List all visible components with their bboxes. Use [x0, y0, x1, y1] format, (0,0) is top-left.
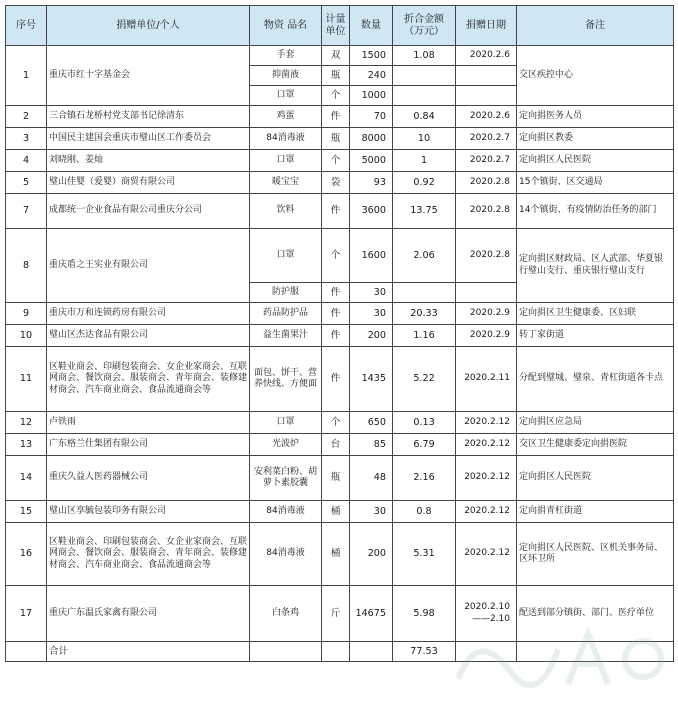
qty-cell: 30 [350, 303, 393, 325]
amount-cell: 2.06 [393, 229, 456, 283]
seq-cell: 11 [6, 347, 47, 412]
donor-cell: 广东格兰仕集团有限公司 [47, 434, 250, 456]
date-cell: 2020.2.12 [456, 412, 517, 434]
blank-cell [350, 642, 393, 662]
seq-cell: 14 [6, 456, 47, 501]
qty-cell: 1500 [350, 46, 393, 66]
table-row [6, 325, 674, 347]
seq-cell: 1 [6, 46, 47, 106]
header-amount: 折合金额（万元） [393, 6, 456, 46]
donor-cell: 璧山区享毓包装印务有限公司 [47, 501, 250, 523]
amount-cell: 5.98 [393, 586, 456, 642]
note-cell: 定向捐青杠街道 [517, 501, 674, 523]
item-cell: 益生菌果汁 [250, 325, 322, 347]
item-cell: 口罩 [250, 86, 322, 106]
unit-cell: 双 [322, 46, 350, 66]
date-cell [456, 86, 517, 106]
qty-cell: 3600 [350, 194, 393, 229]
donor-cell: 成都统一企业食品有限公司重庆分公司 [47, 194, 250, 229]
seq-cell: 12 [6, 412, 47, 434]
table-row [6, 194, 674, 229]
item-cell: 防护服 [250, 283, 322, 303]
qty-cell: 14675 [350, 586, 393, 642]
qty-cell: 70 [350, 106, 393, 128]
donor-cell: 刘晓刚、姜灿 [47, 150, 250, 172]
note-cell: 定向捐区应急局 [517, 412, 674, 434]
unit-cell: 斤 [322, 586, 350, 642]
header-date: 捐赠日期 [456, 6, 517, 46]
blank-cell [517, 642, 674, 662]
date-cell: 2020.2.8 [456, 229, 517, 283]
date-cell: 2020.2.11 [456, 347, 517, 412]
amount-cell: 0.8 [393, 501, 456, 523]
amount-cell: 5.22 [393, 347, 456, 412]
item-cell: 白条鸡 [250, 586, 322, 642]
qty-cell: 30 [350, 501, 393, 523]
qty-cell: 1435 [350, 347, 393, 412]
unit-cell: 个 [322, 86, 350, 106]
table-row [6, 303, 674, 325]
item-cell: 84消毒液 [250, 523, 322, 586]
unit-cell: 件 [322, 325, 350, 347]
seq-cell: 9 [6, 303, 47, 325]
donation-table [5, 5, 674, 662]
table-row [6, 456, 674, 501]
seq-cell: 4 [6, 150, 47, 172]
qty-cell: 1000 [350, 86, 393, 106]
note-cell: 分配到璧城、璧泉、青杠街道各卡点 [517, 347, 674, 412]
note-cell: 转丁家街道 [517, 325, 674, 347]
note-cell: 定向捐区人民医院 [517, 150, 674, 172]
note-cell: 交区疾控中心 [517, 46, 674, 106]
date-cell: 2020.2.8 [456, 194, 517, 229]
date-cell: 2020.2.9 [456, 325, 517, 347]
note-cell: 定向捐区人民医院 [517, 456, 674, 501]
amount-cell [393, 283, 456, 303]
total-row [6, 642, 674, 662]
table-row [6, 106, 674, 128]
date-cell [456, 283, 517, 303]
table-row [6, 501, 674, 523]
note-cell: 定向捐区人民医院、区机关事务局、区环卫所 [517, 523, 674, 586]
donor-cell: 重庆盾之王实业有限公司 [47, 229, 250, 303]
item-cell: 药品防护品 [250, 303, 322, 325]
date-cell: 2020.2.12 [456, 501, 517, 523]
qty-cell: 650 [350, 412, 393, 434]
item-cell: 手套 [250, 46, 322, 66]
amount-cell: 1.08 [393, 46, 456, 66]
unit-cell: 个 [322, 150, 350, 172]
note-cell: 定向捐医务人员 [517, 106, 674, 128]
date-cell: 2020.2.8 [456, 172, 517, 194]
header-seq: 序号 [6, 6, 47, 46]
amount-cell: 2.16 [393, 456, 456, 501]
donor-cell: 区鞋业商会、印刷包装商会、女企业家商会、互联网商会、餐饮商会、服装商会、青年商会、装修建材商会、汽车商业商会、食品流通商会等 [47, 347, 250, 412]
header-note: 备注 [517, 6, 674, 46]
item-cell: 安利菜白粉、胡萝卜素胶囊 [250, 456, 322, 501]
seq-cell: 15 [6, 501, 47, 523]
seq-cell: 7 [6, 194, 47, 229]
total-label: 合计 [47, 642, 250, 662]
unit-cell: 个 [322, 412, 350, 434]
table-row [6, 586, 674, 642]
total-amount: 77.53 [393, 642, 456, 662]
unit-cell: 瓶 [322, 128, 350, 150]
table-row [6, 412, 674, 434]
date-cell: 2020.2.12 [456, 523, 517, 586]
note-cell: 14个镇街、有疫情防治任务的部门 [517, 194, 674, 229]
item-cell: 84消毒液 [250, 501, 322, 523]
unit-cell: 件 [322, 106, 350, 128]
unit-cell: 桶 [322, 501, 350, 523]
donor-cell: 卢铁雨 [47, 412, 250, 434]
amount-cell [393, 66, 456, 86]
unit-cell: 件 [322, 347, 350, 412]
date-cell: 2020.2.6 [456, 46, 517, 66]
donor-cell: 中国民主建国会重庆市璧山区工作委员会 [47, 128, 250, 150]
amount-cell: 20.33 [393, 303, 456, 325]
item-cell: 口罩 [250, 412, 322, 434]
seq-cell: 10 [6, 325, 47, 347]
donor-cell: 璧山区杰达食品有限公司 [47, 325, 250, 347]
table-row [6, 434, 674, 456]
seq-cell: 3 [6, 128, 47, 150]
donor-cell: 重庆广东温氏家禽有限公司 [47, 586, 250, 642]
blank-cell [6, 642, 47, 662]
amount-cell: 13.75 [393, 194, 456, 229]
date-cell: 2020.2.12 [456, 434, 517, 456]
table-row [6, 347, 674, 412]
seq-cell: 17 [6, 586, 47, 642]
item-cell: 口罩 [250, 150, 322, 172]
qty-cell: 200 [350, 325, 393, 347]
amount-cell: 0.92 [393, 172, 456, 194]
amount-cell: 1.16 [393, 325, 456, 347]
item-cell: 鸡蛋 [250, 106, 322, 128]
item-cell: 光波炉 [250, 434, 322, 456]
seq-cell: 8 [6, 229, 47, 303]
note-cell: 定向捐区教委 [517, 128, 674, 150]
qty-cell: 240 [350, 66, 393, 86]
blank-cell [322, 642, 350, 662]
unit-cell: 台 [322, 434, 350, 456]
date-cell: 2020.2.7 [456, 128, 517, 150]
qty-cell: 5000 [350, 150, 393, 172]
header-donor: 捐赠单位/个人 [47, 6, 250, 46]
seq-cell: 2 [6, 106, 47, 128]
item-cell: 84消毒液 [250, 128, 322, 150]
item-cell: 面包、饼干、营养快线、方便面 [250, 347, 322, 412]
qty-cell: 30 [350, 283, 393, 303]
table-row [6, 229, 674, 283]
item-cell: 口罩 [250, 229, 322, 283]
date-cell: 2020.2.9 [456, 303, 517, 325]
unit-cell: 件 [322, 283, 350, 303]
amount-cell: 0.84 [393, 106, 456, 128]
qty-cell: 1600 [350, 229, 393, 283]
qty-cell: 48 [350, 456, 393, 501]
date-cell: 2020.2.6 [456, 106, 517, 128]
unit-cell: 瓶 [322, 456, 350, 501]
amount-cell: 5.31 [393, 523, 456, 586]
seq-cell: 5 [6, 172, 47, 194]
header-row [6, 6, 674, 46]
header-item: 物资 品名 [250, 6, 322, 46]
donor-cell: 区鞋业商会、印刷包装商会、女企业家商会、互联网商会、餐饮商会、服装商会、青年商会、装修建材商会、汽车商业商会、食品流通商会等 [47, 523, 250, 586]
note-cell: 配送到部分镇街、部门、医疗单位 [517, 586, 674, 642]
table-row [6, 523, 674, 586]
table-row [6, 128, 674, 150]
amount-cell: 10 [393, 128, 456, 150]
amount-cell: 6.79 [393, 434, 456, 456]
table-row [6, 150, 674, 172]
qty-cell: 200 [350, 523, 393, 586]
header-unit: 计量单位 [322, 6, 350, 46]
qty-cell: 85 [350, 434, 393, 456]
unit-cell: 桶 [322, 523, 350, 586]
donor-cell: 重庆市红十字基金会 [47, 46, 250, 106]
header-qty: 数量 [350, 6, 393, 46]
date-cell: 2020.2.7 [456, 150, 517, 172]
date-cell: 2020.2.12 [456, 456, 517, 501]
donor-cell: 重庆市万和连锁药房有限公司 [47, 303, 250, 325]
date-cell [456, 66, 517, 86]
seq-cell: 16 [6, 523, 47, 586]
date-cell: 2020.2.10——2.10 [456, 586, 517, 642]
blank-cell [456, 642, 517, 662]
table-row [6, 172, 674, 194]
item-cell: 抑菌液 [250, 66, 322, 86]
amount-cell: 1 [393, 150, 456, 172]
unit-cell: 袋 [322, 172, 350, 194]
qty-cell: 8000 [350, 128, 393, 150]
donor-cell: 璧山佳婴（爱婴）商贸有限公司 [47, 172, 250, 194]
note-cell: 定向捐区卫生健康委、区妇联 [517, 303, 674, 325]
item-cell: 暖宝宝 [250, 172, 322, 194]
donor-cell: 重庆久益人医药器械公司 [47, 456, 250, 501]
item-cell: 饮料 [250, 194, 322, 229]
unit-cell: 个 [322, 229, 350, 283]
table-body [6, 46, 674, 662]
note-cell: 15个镇街、区交通局 [517, 172, 674, 194]
unit-cell: 件 [322, 194, 350, 229]
amount-cell: 0.13 [393, 412, 456, 434]
unit-cell: 件 [322, 303, 350, 325]
blank-cell [250, 642, 322, 662]
note-cell: 交区卫生健康委定向捐医院 [517, 434, 674, 456]
seq-cell: 13 [6, 434, 47, 456]
amount-cell [393, 86, 456, 106]
unit-cell: 瓶 [322, 66, 350, 86]
donor-cell: 三合镇石龙桥村党支部书记徐清东 [47, 106, 250, 128]
note-cell: 定向捐区财政局、区人武部、华夏银行璧山支行、重庆银行璧山支行 [517, 229, 674, 303]
table-row [6, 46, 674, 66]
qty-cell: 93 [350, 172, 393, 194]
